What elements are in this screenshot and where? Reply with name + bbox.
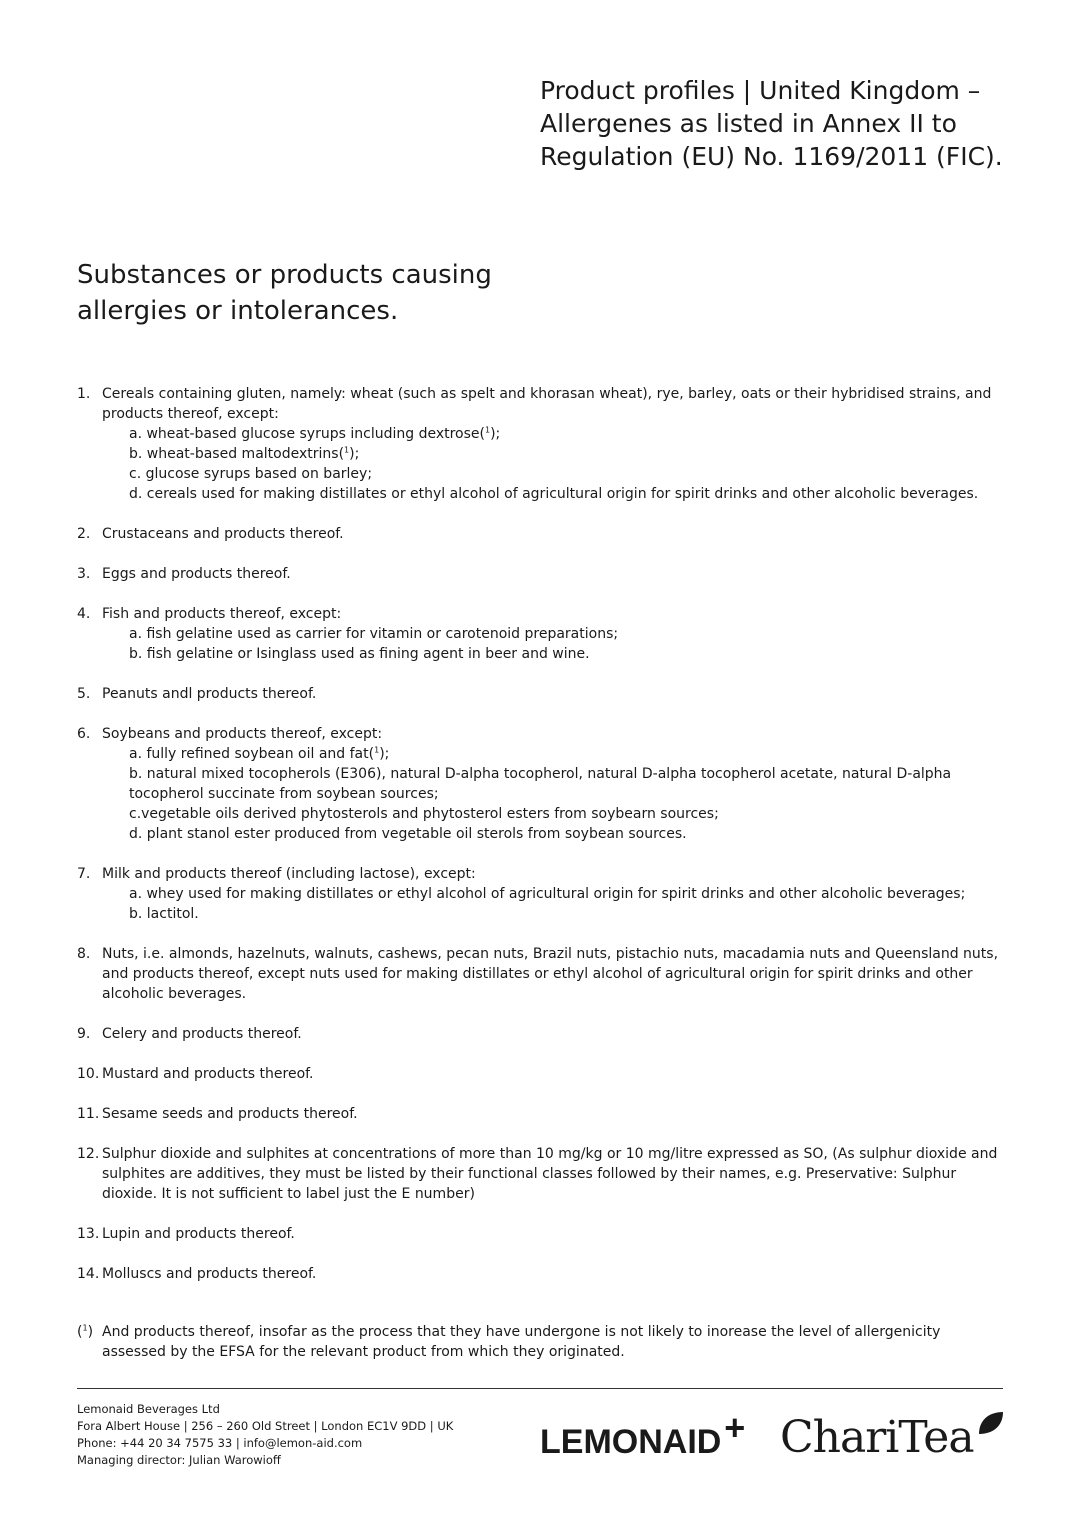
company-address: Fora Albert House | 256 – 260 Old Street | London EC1V 9DD | UK xyxy=(77,1419,454,1433)
allergen-text: Crustaceans and products thereof. xyxy=(102,526,344,542)
allergen-text: Milk and products thereof (including lactose), except: xyxy=(102,866,476,882)
allergen-item xyxy=(77,384,1007,504)
allergen-number: 3. xyxy=(77,566,91,582)
allergen-number: 4. xyxy=(77,606,91,622)
allergen-number: 10. xyxy=(77,1066,100,1082)
allergen-item xyxy=(77,684,1007,704)
allergen-item xyxy=(77,1144,1007,1204)
allergen-number: 9. xyxy=(77,1026,91,1042)
allergen-exception: b. wheat-based maltodextrins($^1$); xyxy=(129,445,360,462)
allergen-text: Sulphur dioxide and sulphites at concentrations of more than 10 mg/kg or 10 mg/litre expressed as SO, (As sulphur dioxide and sulphites are additives, they must be listed by their functional classes followed by their names, e.g. Preservative: Sulphur dioxide. It is not sufficient to label just the E number) xyxy=(102,1146,998,1202)
allergen-exception: b. fish gelatine or Isinglass used as fining agent in beer and wine. xyxy=(129,646,590,662)
allergen-item xyxy=(77,1064,1007,1084)
footnote-mark: ($^1$) xyxy=(77,1323,94,1340)
allergen-item xyxy=(77,864,1007,924)
allergen-text: Soybeans and products thereof, except: xyxy=(102,726,383,742)
company-contact: Phone: +44 20 34 7575 33 | info@lemon-aid.com xyxy=(77,1436,363,1450)
allergen-item xyxy=(77,524,1007,544)
section-title-line: Substances or products causing xyxy=(77,260,492,290)
company-name: Lemonaid Beverages Ltd xyxy=(77,1402,220,1416)
allergen-item xyxy=(77,604,1007,664)
footnote-text: And products thereof, insofar as the process that they have undergone is not likely to inorease the level of allergenicity assessed by the EFSA for the relevant product from which they originated. xyxy=(102,1324,941,1360)
allergen-exception: a. fish gelatine used as carrier for vitamin or carotenoid preparations; xyxy=(129,626,619,642)
lemonaid-logo: LEMONAID + xyxy=(540,1407,746,1461)
allergen-number: 7. xyxy=(77,866,91,882)
allergen-item xyxy=(77,1224,1007,1244)
allergen-exception: c. glucose syrups based on barley; xyxy=(129,466,373,482)
header-title-line: Regulation (EU) No. 1169/2011 (FIC). xyxy=(540,142,1003,171)
allergen-number: 2. xyxy=(77,526,91,542)
allergen-text: Fish and products thereof, except: xyxy=(102,606,342,622)
allergen-text: Peanuts andl products thereof. xyxy=(102,686,317,702)
allergen-item xyxy=(77,1264,1007,1284)
allergen-text: Nuts, i.e. almonds, hazelnuts, walnuts, cashews, pecan nuts, Brazil nuts, pistachio nuts, macadamia nuts and Queensland nuts, and products thereof, except nuts used for making distillates or ethyl alcohol of agricultural origin for spirit drinks and other alcoholic beverages. xyxy=(102,946,999,1002)
brand-logos xyxy=(540,1408,1010,1468)
footer-divider xyxy=(77,1388,1003,1389)
allergen-number: 5. xyxy=(77,686,91,702)
header-title-line: Product profiles | United Kingdom – xyxy=(540,76,981,105)
company-info xyxy=(77,1401,453,1469)
allergen-number: 12. xyxy=(77,1146,100,1162)
allergen-text: Lupin and products thereof. xyxy=(102,1226,295,1242)
allergen-number: 6. xyxy=(77,726,91,742)
allergen-item xyxy=(77,564,1007,584)
allergen-number: 1. xyxy=(77,386,91,402)
allergen-exception: a. wheat-based glucose syrups including dextrose($^1$); xyxy=(129,425,501,442)
allergen-text: Cereals containing gluten, namely: wheat (such as spelt and khorasan wheat), rye, barley, oats or their hybridised strains, and products thereof, except: xyxy=(102,386,992,422)
header-title-line: Allergenes as listed in Annex II to xyxy=(540,109,957,138)
allergen-text: Celery and products thereof. xyxy=(102,1026,302,1042)
allergen-exception: d. plant stanol ester produced from vegetable oil sterols from soybean sources. xyxy=(129,826,687,842)
allergen-item xyxy=(77,1104,1007,1124)
allergen-exception: a. whey used for making distillates or ethyl alcohol of agricultural origin for spirit drinks and other alcoholic beverages; xyxy=(129,886,966,902)
charitea-logo: ChariTea xyxy=(780,1412,974,1463)
allergen-exception: d. cereals used for making distillates or ethyl alcohol of agricultural origin for spirit drinks and other alcoholic beverages. xyxy=(129,486,979,502)
company-director: Managing director: Julian Warowioff xyxy=(77,1453,281,1467)
page-header-title xyxy=(540,74,1040,173)
allergen-exception: c.vegetable oils derived phytosterols and phytosterol esters from soybearn sources; xyxy=(129,806,719,822)
allergen-item xyxy=(77,944,1007,1004)
lemonaid-plus: + xyxy=(724,1407,746,1448)
section-title-line: allergies or intolerances. xyxy=(77,296,399,326)
allergen-number: 8. xyxy=(77,946,91,962)
allergen-number: 13. xyxy=(77,1226,100,1242)
allergen-exception: b. natural mixed tocopherols (E306), natural D-alpha tocopherol, natural D-alpha tocopherol acetate, natural D-alpha tocopherol succinate from soybean sources; xyxy=(129,766,952,802)
leaf-icon xyxy=(977,1410,1005,1436)
allergen-list xyxy=(77,384,1007,1304)
allergen-number: 11. xyxy=(77,1106,100,1122)
allergen-text: Eggs and products thereof. xyxy=(102,566,291,582)
allergen-number: 14. xyxy=(77,1266,100,1282)
allergen-text: Sesame seeds and products thereof. xyxy=(102,1106,358,1122)
allergen-item xyxy=(77,1024,1007,1044)
allergen-text: Molluscs and products thereof. xyxy=(102,1266,317,1282)
section-title xyxy=(77,257,597,329)
footnote xyxy=(77,1322,1007,1362)
allergen-text: Mustard and products thereof. xyxy=(102,1066,314,1082)
allergen-exception: b. lactitol. xyxy=(129,906,199,922)
allergen-item xyxy=(77,724,1007,844)
allergen-exception: a. fully refined soybean oil and fat($^1$); xyxy=(129,745,390,762)
